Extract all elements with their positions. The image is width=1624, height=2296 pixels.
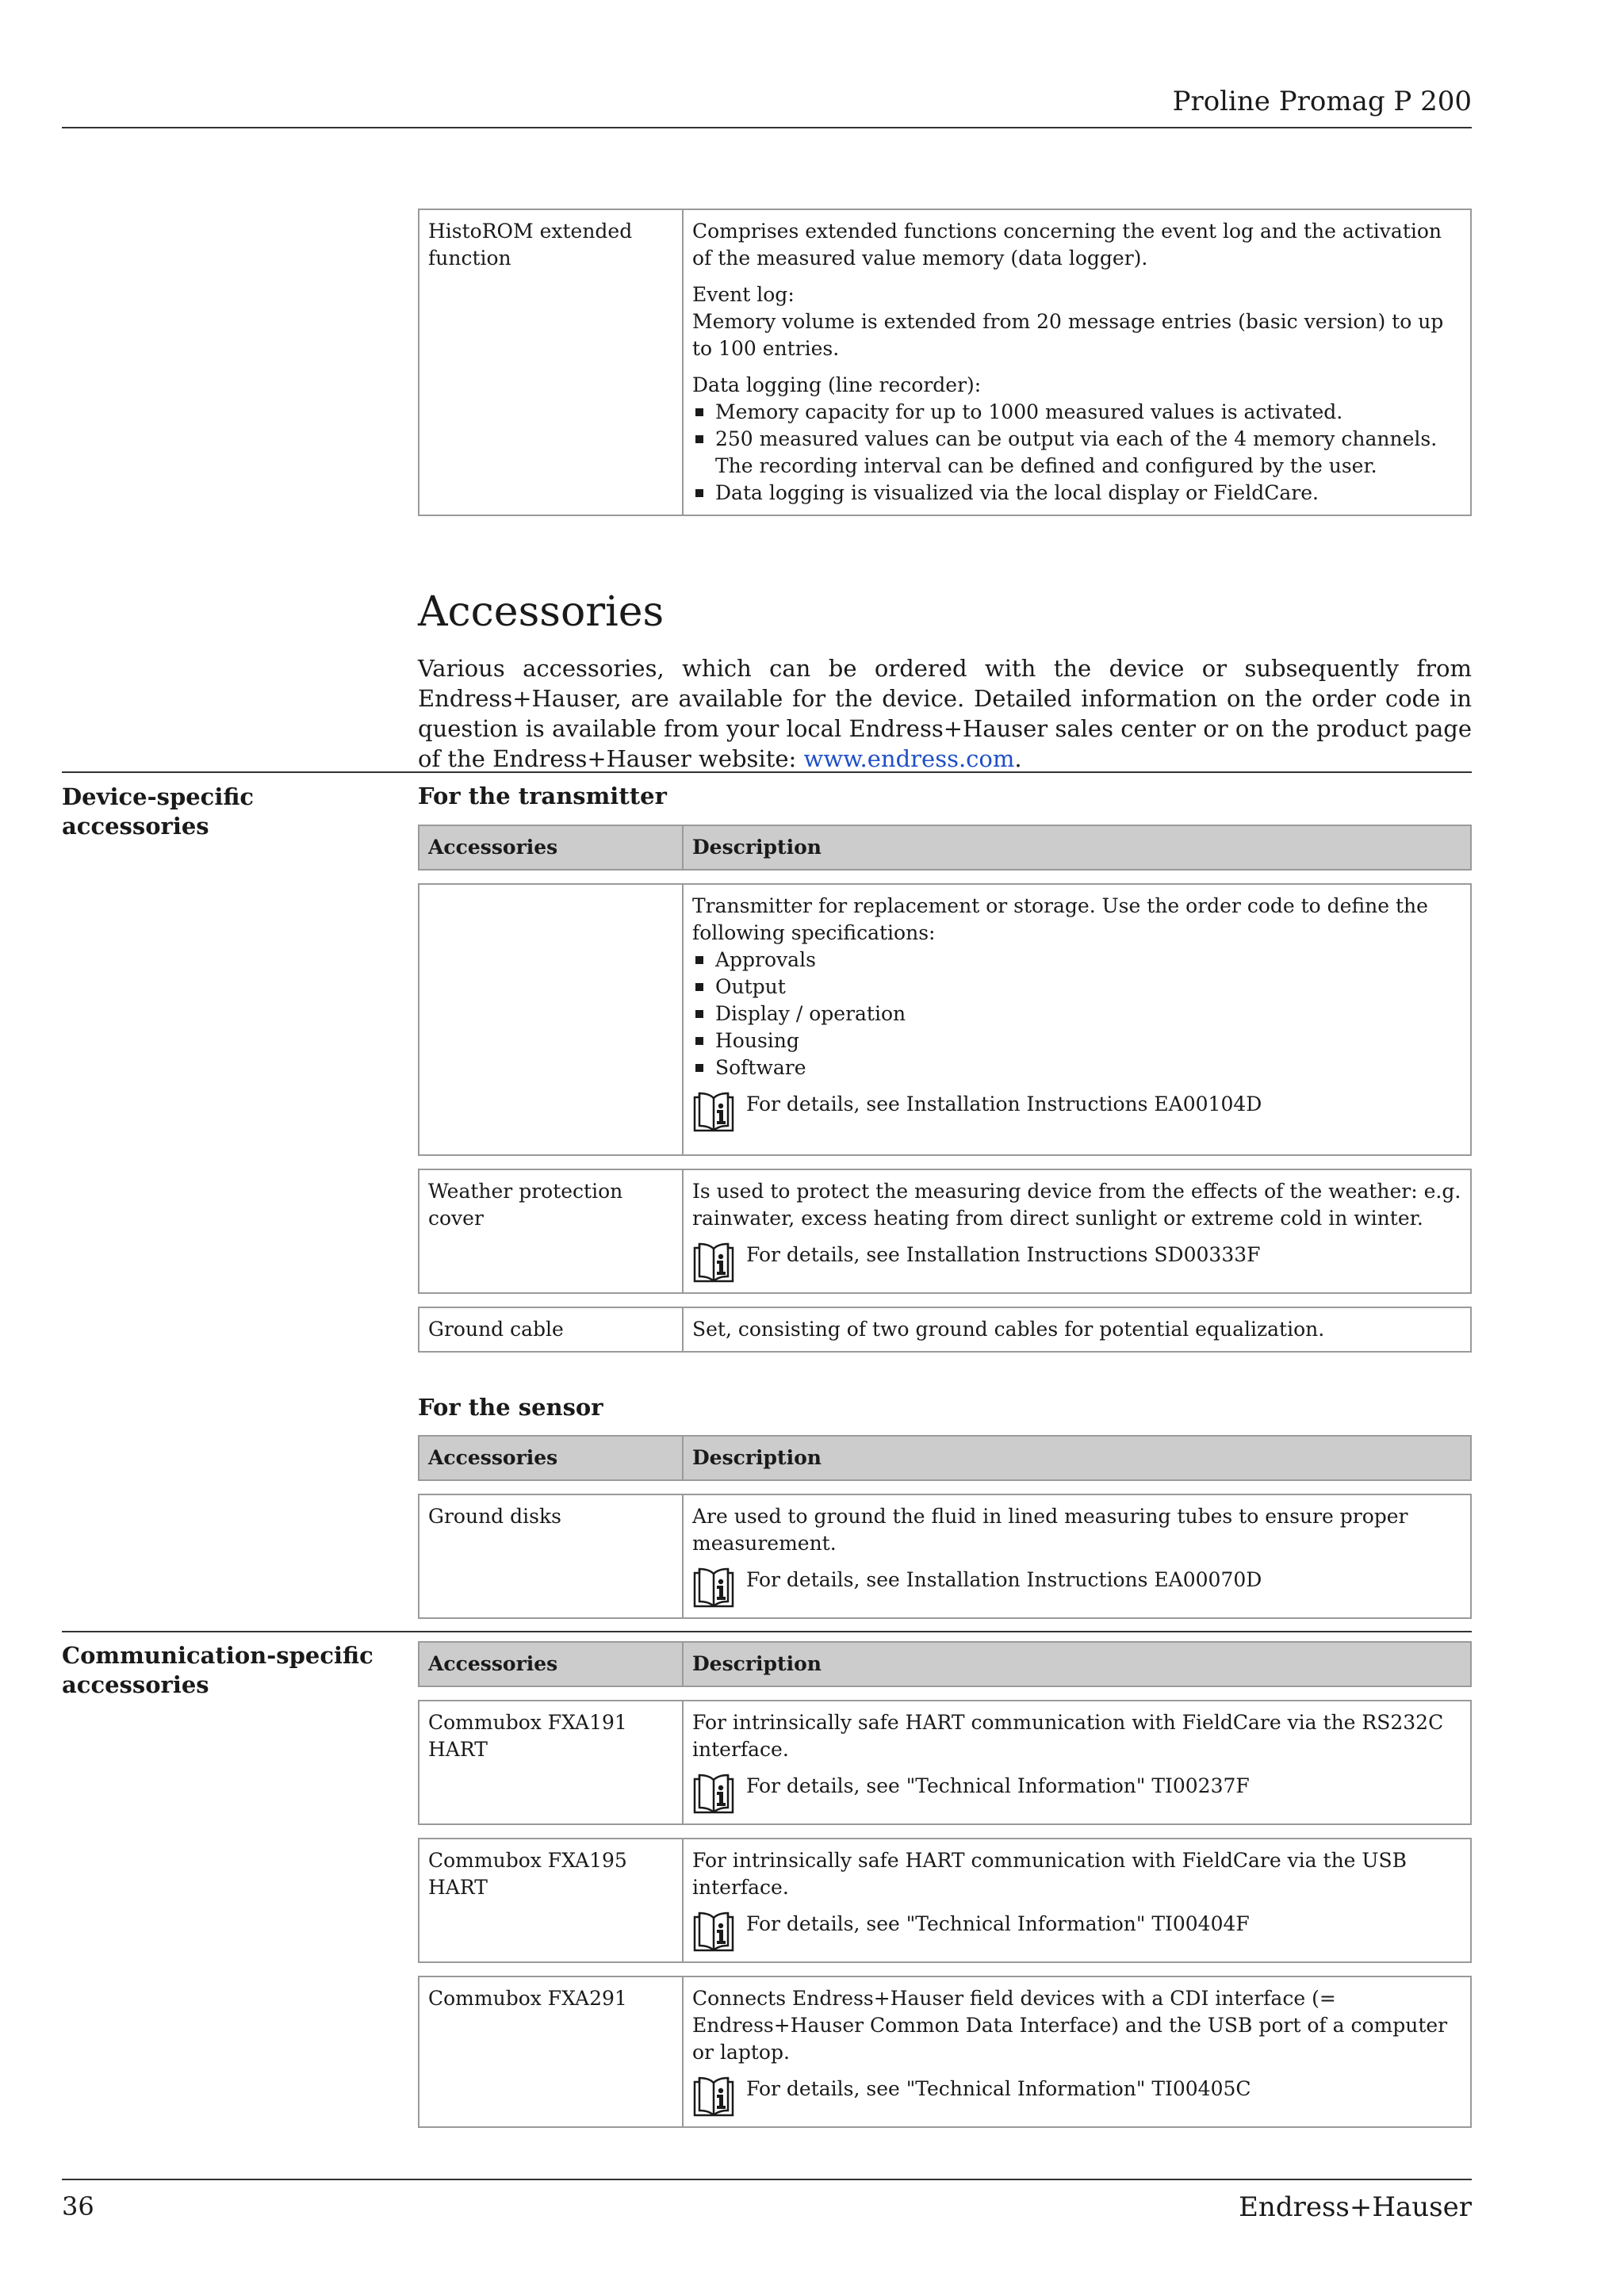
table-row: [419, 1307, 1471, 1352]
commubox-fxa191-table: [418, 1700, 1472, 1825]
commubox-fxa195-table: [418, 1838, 1472, 1963]
book-info-icon: [692, 1567, 735, 1609]
book-info-icon: [692, 1911, 735, 1954]
reference-text: For details, see "Technical Information" TI00404F: [746, 1912, 1250, 1935]
sensor-header-table: [418, 1435, 1472, 1481]
table-row: [419, 1494, 1471, 1618]
ground-cable-table: [418, 1307, 1472, 1353]
list-item: Housing: [692, 1027, 1461, 1054]
data-logging-label: Data logging (line recorder):: [692, 373, 982, 396]
col-header-accessories: Accessories: [419, 1642, 683, 1686]
list-item: 250 measured values can be output via each of the 4 memory channels. The recording interval can be defined and configured by the user.: [692, 426, 1461, 480]
accessories-intro: [418, 653, 1472, 774]
documentation-reference: [692, 1911, 1461, 1954]
documentation-reference: [692, 1567, 1461, 1609]
transmitter-description: [683, 884, 1471, 1155]
ground-cable-key: Ground cable: [419, 1307, 683, 1352]
accessory-key: Commubox FXA291: [419, 1976, 683, 2127]
subheading-transmitter: For the transmitter: [418, 783, 667, 809]
footer-brand: Endress+Hauser: [1239, 2191, 1472, 2223]
sensor-section: [418, 1435, 1472, 1619]
section-heading: Accessories: [418, 588, 665, 636]
historom-section: [418, 209, 1472, 516]
intro-end: .: [1014, 745, 1022, 772]
table-header-row: [419, 1436, 1471, 1480]
reference-text: For details, see Installation Instructions EA00070D: [746, 1568, 1262, 1591]
website-link[interactable]: www.endress.com: [803, 745, 1015, 772]
historom-para: Comprises extended functions concerning the event log and the activation of the measured value memory (data logger).: [692, 220, 1442, 270]
ground-disks-key: Ground disks: [419, 1494, 683, 1618]
side-label-device-specific: Device-specific accessories: [62, 783, 255, 840]
table-row: [419, 209, 1471, 515]
historom-table: [418, 209, 1472, 516]
list-item: Display / operation: [692, 1001, 1461, 1027]
book-info-icon: [692, 1242, 735, 1284]
transmitter-key: [419, 884, 683, 1155]
book-info-icon: [692, 1773, 735, 1816]
table-header-row: [419, 825, 1471, 870]
col-header-description: Description: [683, 1436, 1471, 1480]
accessory-key: Commubox FXA191 HART: [419, 1701, 683, 1824]
reference-text: For details, see Installation Instructions EA00104D: [746, 1093, 1262, 1115]
communication-header-table: [418, 1641, 1472, 1687]
communication-section: [418, 1641, 1472, 2128]
weather-key: Weather protection cover: [419, 1169, 683, 1293]
page-header: [62, 79, 1472, 128]
section-divider: [62, 771, 1472, 773]
accessory-description: [683, 1976, 1471, 2127]
intro-text: Various accessories, which can be ordered with the device or subsequently from Endress+Hauser, are available for the device. Detailed information on the order code in question is available from your local Endress+Hauser sales center or on the product page of the Endress+Hauser website:: [418, 655, 1472, 772]
table-row: [419, 1701, 1471, 1824]
document-title: Proline Promag P 200: [1172, 86, 1472, 117]
event-log-text: Memory volume is extended from 20 message entries (basic version) to up to 100 entries.: [692, 310, 1444, 360]
table-row: [419, 1169, 1471, 1293]
ground-cable-description: Set, consisting of two ground cables for potential equalization.: [683, 1307, 1471, 1352]
list-item: Memory capacity for up to 1000 measured values is activated.: [692, 399, 1461, 426]
weather-cover-table: [418, 1169, 1472, 1294]
book-info-icon: [692, 1091, 735, 1134]
documentation-reference: [692, 1091, 1461, 1134]
col-header-description: Description: [683, 1642, 1471, 1686]
historom-key: HistoROM extended function: [419, 209, 683, 515]
table-row: [419, 1976, 1471, 2127]
table-row: [419, 884, 1471, 1155]
col-header-description: Description: [683, 825, 1471, 870]
transmitter-table: [418, 825, 1472, 871]
documentation-reference: [692, 1773, 1461, 1816]
side-label-communication: Communication-specific accessories: [62, 1642, 373, 1698]
col-header-accessories: Accessories: [419, 1436, 683, 1480]
historom-description: [683, 209, 1471, 515]
commubox-fxa291-table: [418, 1976, 1472, 2128]
data-logging-list: [692, 399, 1461, 507]
documentation-reference: [692, 2076, 1461, 2118]
specifications-list: [692, 947, 1461, 1081]
list-item: Output: [692, 974, 1461, 1001]
weather-desc: Is used to protect the measuring device from the effects of the weather: e.g. rainwater, excess heating from direct sunlight or extreme cold in winter.: [692, 1180, 1461, 1230]
ground-disks-table: [418, 1494, 1472, 1619]
subheading-sensor: For the sensor: [418, 1394, 603, 1421]
accessory-desc: For intrinsically safe HART communication with FieldCare via the RS232C interface.: [692, 1711, 1444, 1761]
book-info-icon: [692, 2076, 735, 2118]
list-item: Data logging is visualized via the local display or FieldCare.: [692, 480, 1461, 507]
table-row: [419, 1839, 1471, 1962]
event-log-block: [692, 281, 1461, 362]
documentation-reference: [692, 1242, 1461, 1284]
ground-disks-desc: Are used to ground the fluid in lined measuring tubes to ensure proper measurement.: [692, 1505, 1408, 1555]
accessory-description: [683, 1839, 1471, 1962]
page-footer: [62, 2179, 1472, 2223]
accessory-desc: Connects Endress+Hauser field devices with a CDI interface (= Endress+Hauser Common Data Interface) and the USB port of a computer or laptop.: [692, 1987, 1448, 2064]
accessory-description: [683, 1701, 1471, 1824]
event-log-label: Event log:: [692, 283, 795, 306]
reference-text: For details, see Installation Instructions SD00333F: [746, 1243, 1261, 1266]
weather-description: [683, 1169, 1471, 1293]
list-item: Software: [692, 1054, 1461, 1081]
ground-disks-description: [683, 1494, 1471, 1618]
table-header-row: [419, 1642, 1471, 1686]
page-number: 36: [62, 2191, 94, 2221]
transmitter-section: [418, 825, 1472, 1353]
transmitter-row-table: [418, 883, 1472, 1156]
accessory-key: Commubox FXA195 HART: [419, 1839, 683, 1962]
reference-text: For details, see "Technical Information" TI00237F: [746, 1774, 1250, 1797]
section-divider: [62, 1631, 1472, 1632]
accessory-desc: For intrinsically safe HART communication with FieldCare via the USB interface.: [692, 1849, 1407, 1899]
transmitter-desc: Transmitter for replacement or storage. Use the order code to define the following specifications:: [692, 894, 1428, 944]
reference-text: For details, see "Technical Information" TI00405C: [746, 2077, 1251, 2100]
col-header-accessories: Accessories: [419, 825, 683, 870]
list-item: Approvals: [692, 947, 1461, 974]
